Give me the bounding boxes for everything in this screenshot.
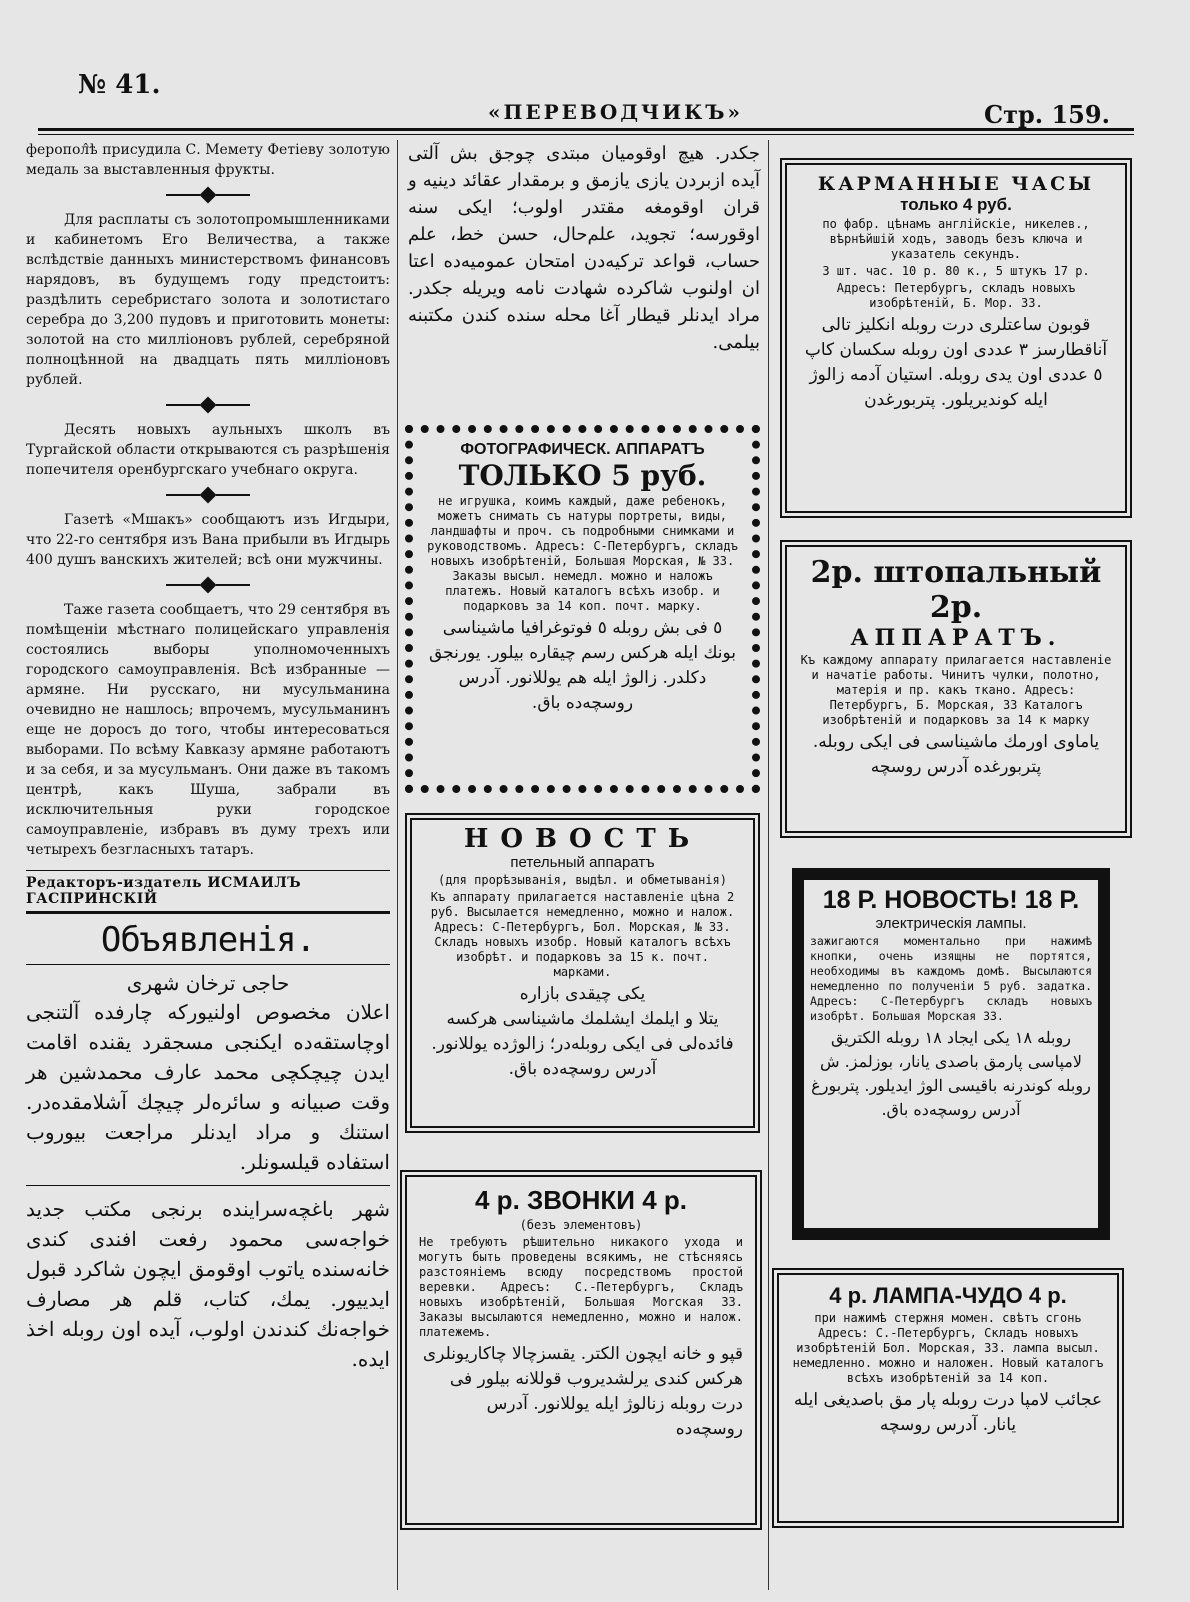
school-notice-text: جکدر. هیچ اوقومیان مبتدی چوجق بش آلتی آیده ازبردن یازی یازمق و برمقدار عقائد دینیه و قران اوقومغه مقتدر اولوب؛ ایکی سنه اوقورسه؛ تجوید، علم‌حال، حسن خط، علم حساب، قواعد ترکیه‌دن امتحان عمومیه‌ده اعتا ان اولنوب شاکرده شهادت نامه ویریله جکدر. مراد ایدنلر قیطار آغا محله سنده کندن مکتبنه بیلمی.	[408, 143, 760, 353]
ad-darning-apparatus	[780, 540, 1132, 838]
ad-title: 18 Р. НОВОСТЬ! 18 Р.	[822, 886, 1080, 914]
article-igdyr: Газетѣ «Мшакъ» сообщаютъ изъ Игдыри, что 22-го сентября изъ Вана прибыли въ Игдырь 400 душъ ванскихъ жителей; всѣ они мужчины.	[26, 512, 390, 568]
header-rule	[38, 128, 1134, 131]
ad-body: Къ каждому аппарату прилагается наставленiе и начатiе работы. Чинитъ чулки, полотно, матерiя и пр. какъ ткано. Адресъ: Петербургъ, Б. Морская, 33 Каталогъ изобрѣтенiй и подарковъ за 14 к марку	[800, 653, 1112, 727]
ad-body: при нажимѣ стержня момен. свѣтъ сгонь Адресъ: С.-Петербургъ, Складъ новыхъ изобрѣтенiй Бол. Морская, 33. лампа высыл. немедленно. можно и наложен. Новый каталогъ всѣхъ изобрѣтенiй за 14 коп.	[792, 1311, 1104, 1385]
editor-line: Редакторъ-издатель ИСМАИЛЪ ГАСПРИНСКIЙ	[26, 875, 302, 907]
ad-title: 2р. штопальный 2р.	[810, 555, 1102, 625]
ad-electric-lamps	[792, 868, 1110, 1240]
header-rule-thin	[38, 134, 1134, 135]
ornament-divider	[26, 184, 390, 206]
rule	[26, 911, 390, 914]
left-column	[26, 140, 390, 1374]
column-divider	[768, 140, 769, 1590]
ad-arabic-text: قوبون ساعتلری درت روبله انکلیز تالی آناقطارسز ٣ عددی اون روبله سکسان کاپ ٥ عددی اون یدی روبله. استیان آدمه زالوژ ایله کوندیریلور. پتربورغدن	[804, 315, 1108, 410]
ad-heading-astrakhan: حاجی ترخان شهری	[126, 971, 290, 995]
ad-arabic-text: قپو و خانه ایچون الکتر. یقسزچالا چاکاریونلری هرکس کندی یرلشدیروب قوللانه بیلور فی درت روبله زنالوژ ایله یوللانور. آدرس روسچه‌ده	[422, 1344, 743, 1439]
ad-subtitle: электрическiя лампы.	[875, 915, 1027, 932]
ad-arabic-heading: یکی چیقدی بازاره	[519, 984, 646, 1004]
ad-photo-camera	[405, 425, 760, 793]
issue-number: № 41.	[78, 70, 161, 100]
ad-buttonhole-apparatus	[405, 813, 760, 1133]
ad-title: КАРМАННЫЕ ЧАСЫ	[817, 173, 1095, 195]
ad-miracle-lamp	[772, 1268, 1124, 1528]
ad-body: не игрушка, коимъ каждый, даже ребенокъ, можетъ снимать съ натуры портреты, виды, ландшафты и проч. съ подробными снимками и руководствомъ. Адресъ: С-Петербургъ, складъ новыхъ изобрѣтенiй, Большая Морская, № 33. Заказы высыл. немедл. можно и наложъ платежъ. Новый каталогъ всѣхъ изобр. и подарковъ за 14 коп. почт. марку.	[427, 494, 738, 613]
ad-body: по фабр. цѣнамъ англiйскiе, никелев., вѣрнѣйшiй ходъ, заводъ безъ ключа и указатель секундъ.	[822, 217, 1090, 261]
newspaper-title: «ПЕРЕВОДЧИКЪ»	[488, 100, 744, 124]
ad-title: 4 р. ЗВОНКИ 4 р.	[475, 1185, 687, 1215]
ad-arabic-text: یاماوی اورمك ماشیناسی فی ایکی روبله. پتربورغده آدرس روسچه	[812, 732, 1100, 777]
article-turgai-schools: Десять новыхъ аульныхъ школъ въ Тургайской области открываются съ разрѣшенiя попечителя оренбургскаго учебнаго округа.	[26, 422, 390, 478]
ad-body: Къ аппарату прилагается наставленiе цѣна 2 руб. Высылается немедленно, можно и налож. Адресъ: С-Петербургъ, Бол. Морская, № 33. Складъ новыхъ изобр. Новый каталогъ всѣхъ изобрѣт. и подарковъ за 15 к. почт. марками.	[430, 890, 735, 979]
ad-doorbells	[400, 1170, 762, 1530]
ad-title: ФОТОГРАФИЧЕСК. АППАРАТЪ	[460, 441, 705, 458]
rule	[26, 1185, 390, 1186]
article-fragment: феропол̂ѣ присудила С. Мемету Фетiеву золотую медаль за выставленныя фрукты.	[26, 142, 390, 178]
ad-subtitle: (безъ элементовъ)	[519, 1218, 643, 1232]
ad-body: Не требуютъ рѣшительно никакого ухода и могутъ быть проведены всякимъ, не стѣсняясь разстоянiемъ всюду посредствомъ простой веревки. Адресъ: С.-Петербургъ, Складъ новыхъ изобрѣтенiй, Большая Morская 33. Заказы высылаются немедленно, можно и налож. платежемъ.	[419, 1235, 743, 1339]
article-elections: Таже газета сообщаетъ, что 29 сентября въ помѣщенiи мѣстнаго полицейскаго управленiя состоялись выборы уполномоченныхъ городского самоуправленiя. Всѣ избранные — армяне. Ни русскаго, ни мусульманина очевидно не нашлось; впрочемъ, мусульманинъ еще не доросъ до того, чтобы интересоваться выборами. По всѣму Кавказу армяне работаютъ и за себя, и за мусульманъ. Они даже въ такомъ центрѣ, какъ Шуша, забрали въ исключительныя руки городское самоуправленiе, избравъ въ думу трехъ или четырехъ безгласныхъ татаръ.	[26, 602, 390, 858]
article-gold-minting: Для расплаты съ золотопромышленниками и кабинетомъ Его Величества, а также вслѣдствiе данныхъ министерствомъ финансовъ нарядовъ, въ будущемъ году предстоитъ: раздѣлить серебристаго золота и золотистаго серебра до 3,200 пудовъ и приготовить монеты: золотой на сто миллiоновъ рублей, серебряной полноцѣнной на двадцать пять миллiоновъ рублей.	[26, 212, 390, 388]
ad-astrakhan-text: اعلان مخصوص اولنیورکه چارفده آلتنجی اوچاستقه‌ده ایکنجی مسجقرد یقنده اقامت ایدن چیچکچی محمد عارف محمدشین هر وقت صبیانه و سائره‌لر چیچك آشلامقده‌در. استنك و مراد ایدنلر مراجعت بیوروب استفاده قیلسونلر.	[26, 1000, 390, 1174]
ad-body: зажигаются моментально при нажимѣ кнопки, очень изящны не портятся, необходимы въ каждомъ домѣ. Высылаются немедленно по полученiи 5 руб. задатка. Адресъ: С-Петербургъ складъ новыхъ изобрѣт. Большая Морская 33.	[810, 934, 1092, 1023]
ornament-divider	[26, 484, 390, 506]
ad-note: (для прорѣзыванiя, выдѣл. и обметыванiя)	[438, 873, 727, 887]
ad-title: НОВОСТЬ	[463, 824, 702, 854]
ad-title: 4 р. ЛАМПА-ЧУДО 4 р.	[829, 1283, 1067, 1308]
ad-price: только 4 руб.	[900, 195, 1012, 214]
ad-arabic-text: یتلا و ایلمك ایشلمك ماشیناسی هرکسه فائده‌لی فی ایکی روبله‌در؛ زالوژده یوللانور. آدرس روسچه‌ده باق.	[431, 1009, 734, 1079]
page-number: Стр. 159.	[984, 100, 1110, 129]
ad-arabic-text: عجائب لامپا درت روبله پار مق باصدیغی ایله یانار. آدرس روسچه	[793, 1390, 1103, 1435]
ornament-divider	[26, 574, 390, 596]
column-divider	[397, 140, 398, 1590]
rule	[26, 964, 390, 965]
ornament-divider	[26, 394, 390, 416]
ad-subtitle: АППАРАТЪ.	[850, 625, 1062, 651]
ad-price-list: 3 шт. час. 10 р. 80 к., 5 штукъ 17 р.	[822, 264, 1090, 278]
middle-column	[408, 140, 760, 356]
ad-arabic-text: روبله ١٨ یکی ایجاد ١٨ روبله الکتریق لامپاسی پارمق باصدی یانار، بوزلمز. ش روبله کوندرنه باقیسی الوژ ایدیلور. پتربورغ آدرس روسچه‌ده باق.	[811, 1028, 1091, 1119]
ads-section-title: Объявленiя.	[100, 920, 316, 960]
ad-subtitle: петельный аппаратъ	[510, 854, 655, 871]
ad-pocket-watch	[780, 158, 1132, 518]
ad-price: ТОЛЬКО 5 руб.	[458, 459, 707, 492]
ad-address: Адресъ: Петербургъ, складъ новыхъ изобрѣтенiй, Б. Мор. 33.	[836, 281, 1076, 310]
ad-bakhchisaray-text: شهر باغچه‌سراینده برنجی مکتب جدید خواجه‌سی محمود رفعت افندی کندی خانه‌سنده یاتوب اوقومق ایچون شاکرد قبول ایدییور. یمك، کتاب، قلم هر مصارف خواجه‌نك کندندن اولوب، آیده اون روبله اخذ ایده.	[26, 1197, 390, 1371]
ad-arabic-text: ٥ فی بش روبله ٥ فوتوغرافیا ماشیناسی بونك ایله هرکس رسم چیقاره بیلور. یورنجق دکلدر. زالوژ ایله هم یوللانور. آدرس روسچه‌ده باق.	[428, 618, 737, 713]
